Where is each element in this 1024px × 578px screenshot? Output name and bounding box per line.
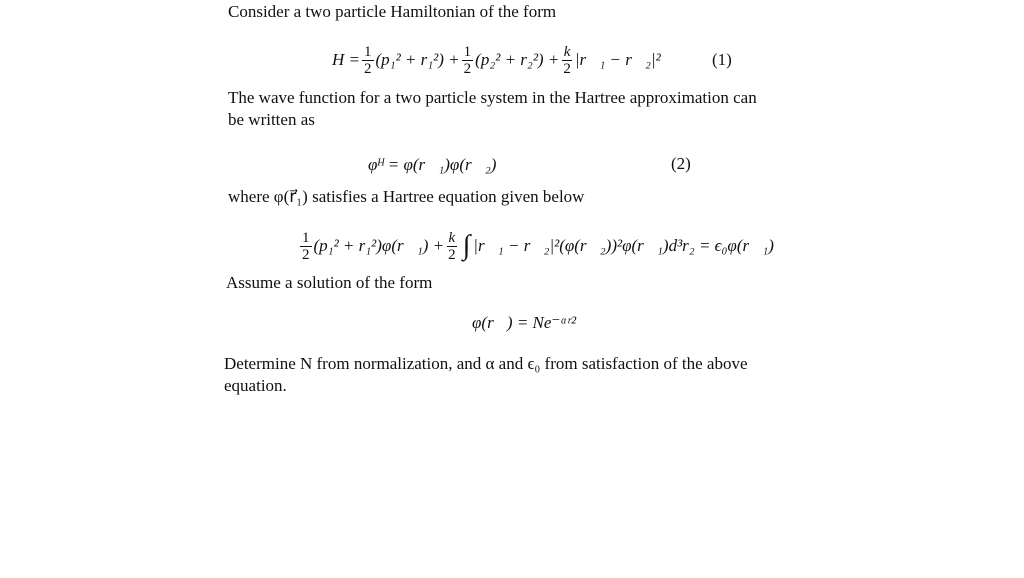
eq1-frac1-den: 2 [364, 60, 372, 77]
equation-4 [472, 310, 576, 336]
equation-2 [368, 153, 496, 177]
eq3-frac1-num: 1 [302, 229, 310, 246]
eq1-term-3: |r⃗₁ − r⃗₂|² [574, 50, 661, 69]
integral-sign: ∫ [462, 230, 471, 261]
eq1-frac2-den: 2 [463, 60, 472, 77]
eq1-fraction-3 [561, 44, 573, 77]
eq1-frac2-num: 1 [463, 43, 472, 60]
eq3-frac1-den: 2 [302, 246, 310, 263]
eq1-term-2: (p₂² + r₂²) + [475, 50, 560, 69]
eq1-fraction-1 [362, 44, 374, 77]
determine-line-1: Determine N from normalization, and α and ϵ₀ from satisfaction of the above [224, 354, 748, 373]
eq3-fraction-2 [446, 230, 458, 263]
determine-line-2: equation. [224, 376, 287, 395]
eq3-term-2: |r⃗₁ − r⃗₂|²(φ(r⃗₂))²φ(r⃗₁)d³r₂ = ϵ₀φ(r⃗₁) [473, 236, 774, 255]
equation-3 [298, 226, 774, 266]
eq2-body: φᴴ = φ(r⃗₁)φ(r⃗₂) [368, 155, 497, 174]
eq1-frac3-num: k [563, 43, 571, 60]
eq3-frac2-num: k [448, 229, 456, 246]
eq3-term-1: (p₁² + r₁²)φ(r⃗₁) + [313, 236, 445, 255]
wave-function-line-1: The wave function for a two particle system in the Hartree approximation can [228, 88, 757, 107]
intro-text: Consider a two particle Hamiltonian of the form [228, 2, 557, 21]
eq3-fraction-1 [300, 230, 312, 263]
assume-text: Assume a solution of the form [226, 273, 433, 292]
eq1-frac3-den: 2 [563, 60, 571, 77]
where-text: where φ(r⃗₁) satisfies a Hartree equation given below [228, 187, 585, 206]
eq3-frac2-den: 2 [448, 246, 456, 263]
eq1-frac1-num: 1 [364, 43, 372, 60]
wave-function-line-2: be written as [228, 110, 315, 129]
equation-1 [332, 40, 661, 80]
eq1-lhs: H = [332, 50, 360, 69]
eq1-fraction-2 [462, 44, 474, 77]
equation-2-number: (2) [671, 154, 691, 173]
eq4-body: φ(r⃗) = Ne⁻ᵅʳ² [472, 313, 577, 332]
equation-1-number: (1) [712, 50, 732, 69]
eq1-term-1: (p₁² + r₁²) + [375, 50, 460, 69]
